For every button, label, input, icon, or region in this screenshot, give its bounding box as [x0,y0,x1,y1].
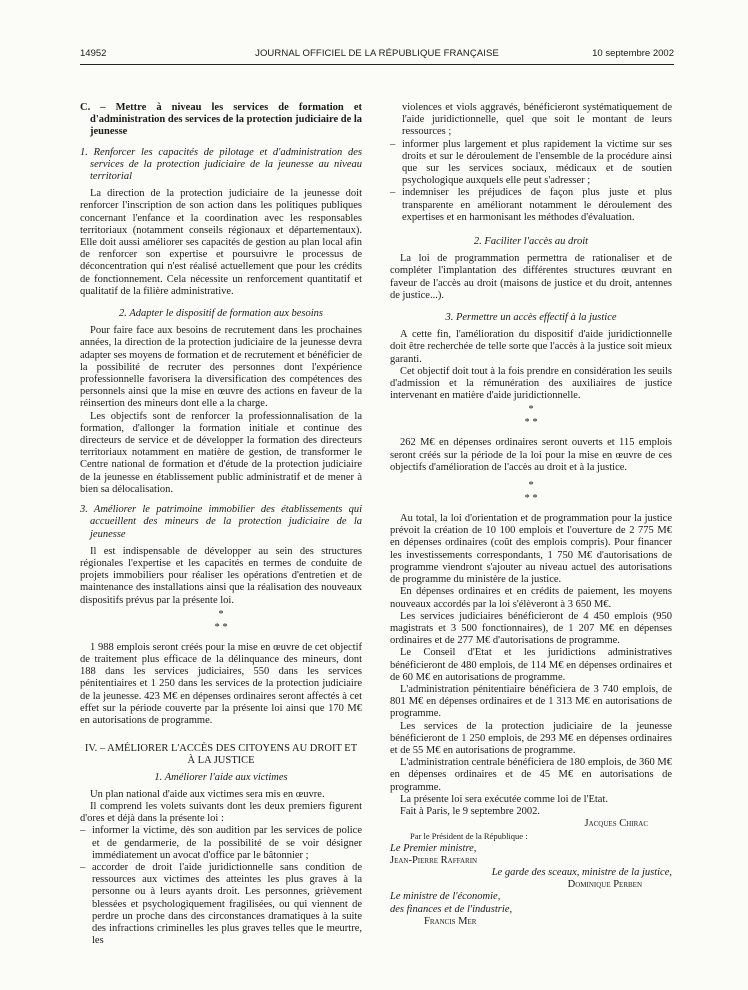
victim-measures-list [80,825,362,947]
journal-title: JOURNAL OFFICIEL DE LA RÉPUBLIQUE FRANÇAISE [255,48,499,59]
subsection-title: 3. Améliorer le patrimoine immobilier des établissements qui accueillent des mineurs de la protection judiciaire de la jeunesse [80,504,362,540]
asterism-bottom: * * [524,417,538,429]
president-signature: Jacques Chirac [584,818,648,830]
paragraph: A cette fin, l'amélioration du dispositif d'aide juridictionnelle doit être recherchée de telle sorte que l'accès à la justice soit mieux garanti. [390,329,672,365]
spacer [80,633,362,642]
asterism-top: * [528,404,534,416]
list-item-continuation: violences et viols aggravés, bénéficieront systématiquement de l'aide juridictionnelle, quel que soit le montant de leurs ressources ; [402,102,672,138]
place-date: Fait à Paris, le 9 septembre 2002. [400,805,540,817]
section-c-title: C. – Mettre à niveau les services de formation et d'administration des services de la protection judiciaire de la jeunesse [80,102,363,138]
subsection-title: 1. Renforcer les capacités de pilotage et d'administration des services de la protection judiciaire de la jeunesse au niveau territorial [80,146,362,183]
paragraph: La loi de programmation permettra de rationaliser et de compléter l'implantation des différentes structures œuvrant en faveur de l'accès au droit (maisons de justice et du droit, antennes de justice...). [390,253,672,301]
paragraph: Pour faire face aux besoins de recrutement dans les prochaines années, la direction de la protection judiciaire de la jeunesse devra adapter ses moyens de formation et de recrutement et bénéficier de la possibilité de recruter des personnes dont l'expérience professionnelle favorisera la diversification des compétences des personnels ainsi que la mise en œuvre des actions en faveur de la réinsertion des mineurs dont elle a la charge. [80,325,362,410]
list-item: – informer la victime, dès son audition par les services de police et de gendarmerie, de la possibilité de se voir désigner immédiatement un avocat d'office par le bâtonnier ; [80,825,362,862]
by-president-label: Par le Président de la République : [410,831,528,842]
asterism-top: * [218,608,224,620]
page-number: 14952 [80,48,107,59]
list-item: – informer plus largement et plus rapidement la victime sur ses droits et sur le déroulement de l'ensemble de la procédure ainsi que sur les services sociaux, médicaux et de soutien psychologique auxquels elle peut s'adresser ; [390,139,672,188]
prime-minister-name: Jean-Pierre Raffarin [390,854,478,866]
subsection-title: 3. Permettre un accès effectif à la justice [445,312,617,324]
justice-minister-title: Le garde des sceaux, ministre de la justice, [491,866,672,878]
header-rule [80,64,674,65]
paragraph: Cet objectif doit tout à la fois prendre en considération les seuils d'admission et la rémunération des auxiliaires de justice intervenant en matière d'aide juridictionnelle. [390,365,672,402]
paragraph: Les services judiciaires bénéficieront de 4 450 emplois (950 magistrats et 3 500 fonctionnaires), de 1 207 M€ en dépenses ordinaires et de 277 M€ d'autorisations de programme. [390,610,672,647]
subsection-title: 2. Faciliter l'accès au droit [473,236,589,248]
list-item: – accorder de droit l'aide juridictionnelle sans condition de ressources aux victimes des atteintes les plus graves à la personne ou à leurs ayants droit. Les personnes, grièvement blessées et psychologiquement fragilisées, ou qui viennent de perdre un proche dans des circonstances dramatiques à la suite des infractions criminelles les plus graves telles que le meurtre, les [80,862,362,947]
page-header [80,48,674,64]
paragraph: Au total, la loi d'orientation et de programmation pour la justice prévoit la création de 10 100 emplois et l'ouverture de 2 775 M€ en dépenses ordinaires (coût des emplois compris). Pour financer les investissements correspondants, 1 750 M€ d'autorisations de programme viendront s'ajouter au niveau actuel des autorisations de programme du ministère de la justice. [390,513,672,586]
prime-minister-title: Le Premier ministre, [390,842,477,854]
subsection-title: 2. Adapter le dispositif de formation aux besoins [119,308,323,320]
spacer [390,504,672,513]
subsection-title: 1. Améliorer l'aide aux victimes [154,771,288,783]
right-column [390,102,672,928]
paragraph: Il comprend les volets suivants dont les deux premiers figurent d'ores et déjà dans la présente loi : [80,800,362,825]
asterism-bottom: * * [214,621,228,633]
paragraph: L'administration pénitentiaire bénéficiera de 3 740 emplois, de 801 M€ en dépenses ordinaires et de 1 313 M€ en autorisations de programme. [390,683,672,720]
paragraph: Le Conseil d'Etat et les juridictions administratives bénéficieront de 480 emplois, de 114 M€ en dépenses ordinaires et de 60 M€ en autorisations de programme. [390,647,672,683]
paragraph: Un plan national d'aide aux victimes sera mis en œuvre. [90,788,325,800]
economy-minister-title: Le ministre de l'économie, [390,891,501,903]
paragraph: Les services de la protection judiciaire de la jeunesse bénéficieront de 1 250 emplois, de 293 M€ en dépenses ordinaires et de 55 M€ en autorisations de programme. [390,720,672,756]
list-item: – indemniser les préjudices de façon plus juste et plus transparente en améliorant notamment le déroulement des expertises et en harmonisant les méthodes d'évaluation. [390,187,672,224]
paragraph: En dépenses ordinaires et en crédits de paiement, les moyens nouveaux accordés par la loi s'élèveront à 3 650 M€. [390,586,672,610]
economy-minister-title-cont: des finances et de l'industrie, [390,903,513,915]
economy-minister-name: Francis Mer [424,915,477,927]
victim-measures-list-continued [390,139,672,224]
left-column [80,102,362,947]
section-iv-title: IV. – AMÉLIORER L'ACCÈS DES CITOYENS AU DROIT ET À LA JUSTICE [84,743,358,767]
paragraph: La direction de la protection judiciaire de la jeunesse doit renforcer l'inscription de son action dans les politiques publiques concernant l'enfance et la coordination avec les responsables territoriaux (notamment conseils régionaux et départementaux). Elle doit aussi améliorer ses capacités de gestion au plan local afin de renforcer son expertise et poursuivre le processus de déconcentration qui n'est réalisé actuellement que pour les crédits de fonctionnement. Cela nécessite un renforcement quantitatif et qualitatif de la filière administrative. [80,188,362,297]
asterism-top: * [528,480,534,492]
paragraph: 1 988 emplois seront créés pour la mise en œuvre de cet objectif de traitement plus efficace de la délinquance des mineurs, dont 188 dans les services judiciaires, 550 dans les services pénitentiaires et 1 250 dans les services de la protection judiciaire de la jeunesse. 423 M€ en dépenses ordinaires seront affectés à cet effet sur la période couverte par la présente loi ainsi que 170 M€ en autorisations de programme. [80,641,362,726]
paragraph: Les objectifs sont de renforcer la professionnalisation de la formation, d'allonger la formation initiale et continue des directeurs de service et de développer la formation des directeurs territoriaux notamment en matière de gestion, de transformer le Centre national de formation et d'étude de la protection judiciaire de la jeunesse en établissement public administratif et de mener à bien sa délocalisation. [80,410,362,495]
asterism-bottom: * * [524,493,538,505]
justice-minister-name: Dominique Perben [567,879,642,891]
spacer [390,428,672,437]
closing-formula: La présente loi sera exécutée comme loi de l'Etat. [400,793,609,805]
paragraph: L'administration centrale bénéficiera de 180 emplois, de 360 M€ en dépenses ordinaires et de 45 M€ en autorisations de programme. [390,757,672,793]
issue-date: 10 septembre 2002 [592,48,674,59]
paragraph: 262 M€ en dépenses ordinaires seront ouverts et 115 emplois seront créés sur la période de la loi pour la mise en œuvre de ces objectifs d'amélioration de l'accès au droit et à la justice. [390,437,672,473]
paragraph: Il est indispensable de développer au sein des structures régionales l'expertise et les capacités en termes de conduite de projets immobiliers pour réaliser les opérations d'entretien et de maintenance des installations ainsi que la réalisation des nouveaux dispositifs prévus par la présente loi. [80,545,362,606]
